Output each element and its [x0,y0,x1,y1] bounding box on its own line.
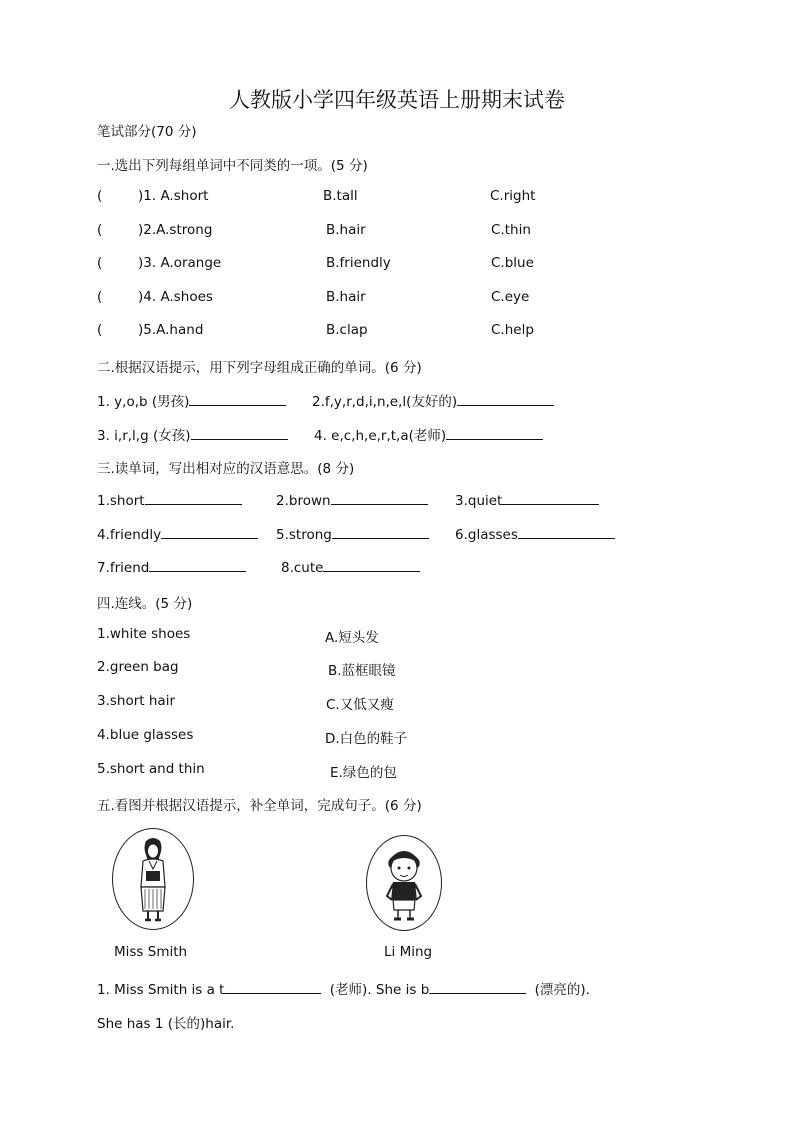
q1-option-c: C.right [490,188,536,204]
answer-blank[interactable] [518,525,615,539]
q1-option-a: )5.A.hand [138,322,204,338]
q3-word: 8.cute [281,560,324,576]
q5-sentence-2: She has 1 (长的)hair. [97,1016,235,1032]
q4-right-item: C.又低又瘦 [326,697,394,713]
q3-item [276,491,428,509]
q2-item-text: 3. i,r,l,g (女孩) [97,428,191,444]
answer-blank[interactable] [145,491,242,505]
answer-blank[interactable] [323,558,420,572]
q1-bracket: ( [97,222,103,238]
q1-option-b: B.tall [323,188,358,204]
miss-smith-portrait [112,828,194,930]
q3-word: 1.short [97,493,145,509]
q2-item [97,390,286,410]
q4-right-item: B.蓝框眼镜 [328,663,396,679]
q5-heading: 五.看图并根据汉语提示，补全单词，完成句子。(6 分) [97,798,422,814]
q3-item [455,491,599,509]
q3-word: 3.quiet [455,493,503,509]
boy-illustration-icon [367,836,441,930]
answer-blank[interactable] [446,426,543,440]
q4-left-item: 1.white shoes [97,626,191,642]
answer-blank[interactable] [502,491,599,505]
q3-word: 2.brown [276,493,331,509]
miss-smith-caption: Miss Smith [114,944,188,960]
q1-bracket: ( [97,322,103,338]
q3-item [455,525,615,543]
answer-blank[interactable] [161,525,258,539]
q1-option-a: )2.A.strong [138,222,213,238]
q2-item [97,424,288,444]
q2-item [314,424,543,444]
answer-blank[interactable] [149,558,246,572]
q2-item-text: 1. y,o,b (男孩) [97,394,190,410]
q4-left-item: 2.green bag [97,659,179,675]
q3-word: 5.strong [276,527,332,543]
q1-option-c: C.blue [491,255,534,271]
q3-item [97,558,246,576]
li-ming-portrait [366,835,442,931]
q1-bracket: ( [97,289,103,305]
q3-item [276,525,429,543]
q2-heading: 二.根据汉语提示，用下列字母组成正确的单词。(6 分) [97,360,422,376]
q5-sentence-1 [97,978,590,998]
q1-option-c: C.help [491,322,534,338]
q1-option-b: B.hair [326,222,366,238]
q1-bracket: ( [97,255,103,271]
q4-left-item: 5.short and thin [97,761,205,777]
answer-blank[interactable] [189,392,286,406]
answer-blank[interactable] [331,491,428,505]
q3-item [97,491,242,509]
page-title: 人教版小学四年级英语上册期末试卷 [229,88,565,112]
q1-heading: 一.选出下列每组单词中不同类的一项。(5 分) [97,158,368,174]
q1-bracket: ( [97,188,103,204]
q5-text: (漂亮的). [534,982,590,998]
q2-item-text: 4. e,c,h,e,r,t,a(老师) [314,428,447,444]
answer-blank[interactable] [457,392,554,406]
q4-right-item: A.短头发 [325,630,379,646]
answer-blank[interactable] [224,980,321,994]
q3-item [97,525,258,543]
q4-heading: 四.连线。(5 分) [97,596,193,612]
answer-blank[interactable] [191,426,288,440]
q1-option-c: C.eye [491,289,530,305]
q1-option-b: B.hair [326,289,366,305]
answer-blank[interactable] [332,525,429,539]
q1-option-a: )3. A.orange [138,255,222,271]
q3-item [281,558,420,576]
q4-right-item: E.绿色的包 [330,765,397,781]
q4-left-item: 4.blue glasses [97,727,194,743]
q5-text: 1. Miss Smith is a t [97,982,225,998]
q2-item-text: 2.f,y,r,d,i,n,e,l(友好的) [312,394,458,410]
section-header: 笔试部分(70 分) [97,124,197,140]
q1-option-a: )4. A.shoes [138,289,213,305]
q3-word: 7.friend [97,560,150,576]
q4-left-item: 3.short hair [97,693,175,709]
q1-option-b: B.clap [326,322,368,338]
woman-illustration-icon [113,829,193,929]
q4-right-item: D.白色的鞋子 [325,731,408,747]
q5-text: (老师). She is b [329,982,430,998]
q1-option-b: B.friendly [326,255,391,271]
q1-option-c: C.thin [491,222,531,238]
q3-word: 6.glasses [455,527,518,543]
q1-option-a: )1. A.short [138,188,209,204]
q3-word: 4.friendly [97,527,162,543]
answer-blank[interactable] [429,980,526,994]
q3-heading: 三.读单词，写出相对应的汉语意思。(8 分) [97,461,355,477]
li-ming-caption: Li Ming [384,944,433,960]
q2-item [312,390,554,410]
